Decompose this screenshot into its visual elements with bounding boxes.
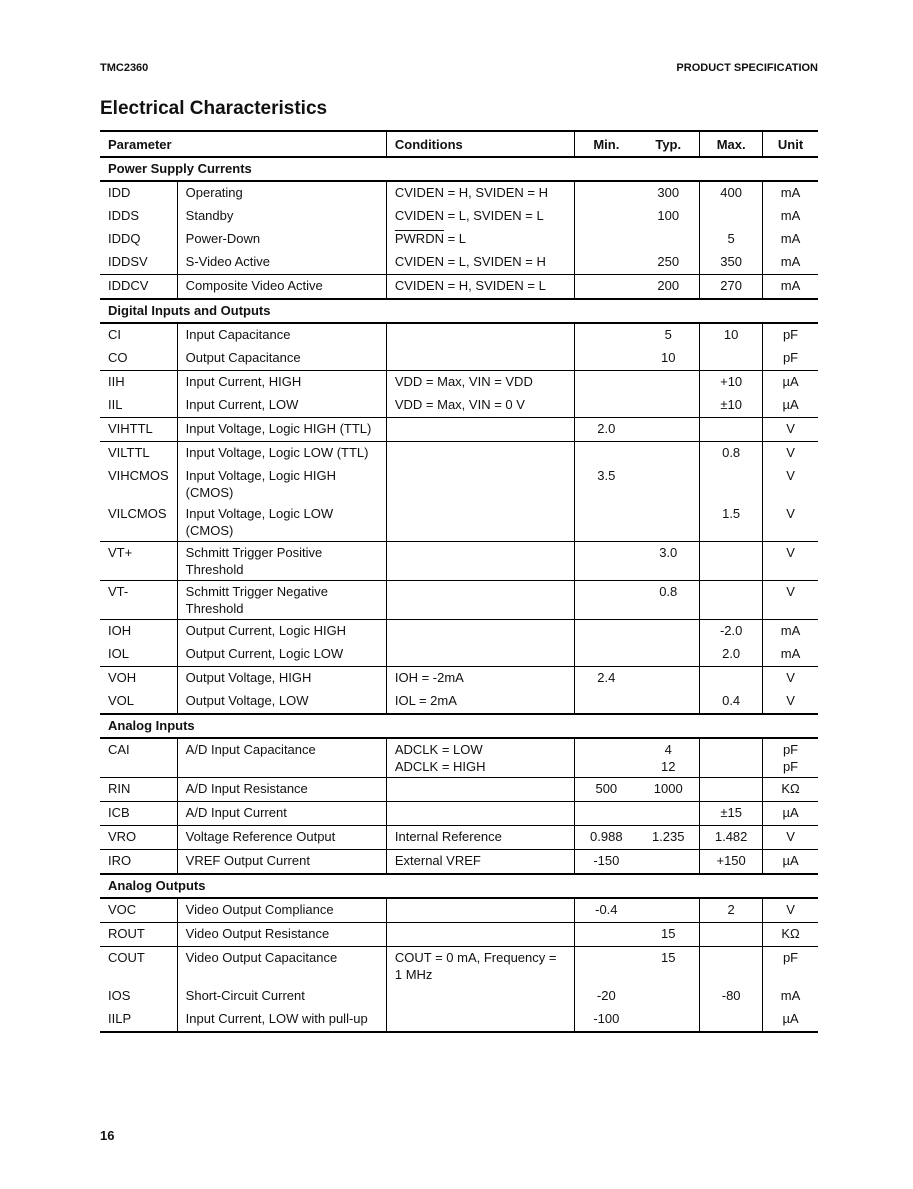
max-cell [700,738,763,778]
table-row [100,181,818,205]
condition-cell: IOL = 2mA [386,690,575,714]
unit-cell: KΩ [763,778,818,802]
condition-cell [386,503,575,542]
condition-cell: COUT = 0 mA, Frequency = 1 MHz [386,947,575,986]
typ-cell [637,985,699,1008]
pwrdn-signal: PWRDN [394,231,444,246]
max-cell: 400 [700,181,763,205]
max-cell: 270 [700,275,763,300]
parameter-cell: Composite Video Active [177,275,386,300]
condition-cell [386,442,575,466]
table-row [100,690,818,714]
parameter-cell: Operating [177,181,386,205]
parameter-cell: Input Voltage, Logic HIGH (TTL) [177,418,386,442]
max-cell: ±15 [700,802,763,826]
typ-line: 12 [661,759,676,774]
typ-cell: 15 [637,923,699,947]
electrical-characteristics-table [100,130,818,1033]
table-row [100,850,818,875]
typ-line: 4 [664,742,672,757]
parameter-cell: Power-Down [177,228,386,251]
max-cell: 350 [700,251,763,275]
min-cell [575,394,637,418]
condition-line: ADCLK = HIGH [394,759,486,774]
min-cell [575,542,637,581]
condition-cell: CVIDEN = H, SVIDEN = L [386,275,575,300]
unit-cell: µA [763,1008,818,1032]
table-row [100,371,818,395]
min-cell: -100 [575,1008,637,1032]
section-analog-outputs: Analog Outputs [100,874,818,898]
max-cell: 2 [700,898,763,923]
condition-text: = L [443,231,467,246]
max-cell [700,581,763,620]
condition-cell [386,643,575,667]
condition-cell [386,802,575,826]
symbol-cell: CO [100,347,177,371]
unit-cell: mA [763,985,818,1008]
condition-cell: VDD = Max, VIN = 0 V [386,394,575,418]
table-header-row [100,131,818,157]
parameter-cell: S-Video Active [177,251,386,275]
max-cell: +150 [700,850,763,875]
typ-cell [637,228,699,251]
table-row [100,898,818,923]
unit-cell: V [763,465,818,503]
typ-cell [637,1008,699,1032]
typ-cell: 3.0 [637,542,699,581]
table-row [100,542,818,581]
table-row [100,228,818,251]
table-row [100,643,818,667]
symbol-cell: IDD [108,185,131,200]
unit-cell: V [763,898,818,923]
symbol-cell: VIHTTL [100,418,177,442]
parameter-cell: Output Voltage, LOW [177,690,386,714]
column-header-max: Max. [700,131,763,157]
max-cell [700,947,763,986]
unit-cell: mA [763,181,818,205]
max-cell [700,667,763,691]
condition-cell [386,418,575,442]
typ-cell: 200 [657,278,680,293]
condition-cell: CVIDEN = L, SVIDEN = H [386,251,575,275]
min-cell [575,947,637,986]
typ-cell: 100 [657,208,680,223]
typ-cell [637,620,699,644]
condition-cell: CVIDEN = L, SVIDEN = L [386,205,575,228]
unit-cell: µA [763,850,818,875]
condition-cell [386,542,575,581]
symbol-cell: CI [108,327,121,342]
symbol-cell: IILP [100,1008,177,1032]
typ-cell [637,898,699,923]
section-row [100,874,818,898]
condition-cell [386,228,575,251]
symbol-cell: IOH [108,623,132,638]
max-cell [700,1008,763,1032]
typ-cell [637,465,699,503]
unit-cell: V [763,690,818,714]
max-cell: 0.4 [700,690,763,714]
typ-cell: 250 [637,251,699,275]
symbol-cell: VIHCMOS [108,468,169,483]
parameter-cell: Input Voltage, Logic LOW (TTL) [177,442,386,466]
min-cell [575,323,637,347]
min-cell: 2.4 [575,667,637,691]
min-cell: -150 [575,850,637,875]
symbol-cell: IOS [108,988,131,1003]
typ-cell [637,442,699,466]
typ-cell [637,690,699,714]
parameter-cell: Short-Circuit Current [177,985,386,1008]
typ-cell: 300 [657,185,680,200]
symbol-cell: CAI [100,738,177,778]
max-cell: 2.0 [700,643,763,667]
condition-cell: CVIDEN = H, SVIDEN = H [386,181,575,205]
parameter-cell: Video Output Resistance [177,923,386,947]
parameter-cell: Input Current, LOW with pull-up [177,1008,386,1032]
table-row [100,251,818,275]
min-cell [575,581,637,620]
unit-cell: pF [763,323,818,347]
symbol-cell: IDDCV [108,278,149,293]
unit-cell: V [763,418,818,442]
max-cell [700,778,763,802]
symbol-cell: IIH [108,374,125,389]
parameter-cell: Input Current, LOW [177,394,386,418]
section-digital-io: Digital Inputs and Outputs [100,299,818,323]
unit-cell: mA [763,251,818,275]
unit-cell: µA [763,371,818,395]
unit-cell: V [763,667,818,691]
condition-line: ADCLK = LOW [394,742,483,757]
condition-cell: IOH = -2mA [386,667,575,691]
parameter-cell: Schmitt Trigger Negative Threshold [177,581,386,620]
table-row [100,620,818,644]
symbol-cell: VILCMOS [100,503,177,542]
min-cell: -0.4 [575,898,637,923]
table-row [100,347,818,371]
unit-cell: µA [763,394,818,418]
symbol-cell: VT- [100,581,177,620]
max-cell: 1.482 [700,826,763,850]
column-header-min: Min. [575,131,637,157]
column-header-unit: Unit [763,131,818,157]
condition-cell: VDD = Max, VIN = VDD [386,371,575,395]
table-row [100,503,818,542]
unit-cell: V [763,442,818,466]
symbol-cell: ROUT [100,923,177,947]
condition-cell: External VREF [386,850,575,875]
condition-cell [386,923,575,947]
typ-cell: 5 [664,327,672,342]
typ-cell [637,371,699,395]
parameter-cell: Output Current, Logic LOW [177,643,386,667]
min-cell [575,620,637,644]
column-header-typ: Typ. [637,131,699,157]
parameter-cell: Voltage Reference Output [177,826,386,850]
max-cell [700,542,763,581]
condition-cell [386,465,575,503]
table-row [100,1008,818,1032]
typ-cell: 1.235 [637,826,699,850]
section-row [100,714,818,738]
unit-cell: V [763,581,818,620]
condition-cell [386,620,575,644]
page-title: Electrical Characteristics [100,98,328,119]
parameter-cell: Schmitt Trigger Positive Threshold [177,542,386,581]
typ-cell: 10 [637,347,699,371]
section-power-supply: Power Supply Currents [100,157,818,181]
min-cell [575,643,637,667]
min-cell [575,347,637,371]
unit-cell: mA [763,205,818,228]
section-analog-inputs: Analog Inputs [100,714,818,738]
typ-cell: 0.8 [637,581,699,620]
min-cell [575,371,637,395]
condition-cell [386,898,575,923]
typ-cell [637,643,699,667]
min-cell [575,923,637,947]
symbol-cell: VOL [108,693,135,708]
min-cell: 3.5 [575,465,637,503]
min-cell: 2.0 [575,418,637,442]
symbol-cell: IDDQ [108,231,141,246]
symbol-cell: IIL [100,394,177,418]
page-number: 16 [100,1128,115,1143]
max-cell: 5 [700,228,763,251]
parameter-cell: A/D Input Resistance [177,778,386,802]
unit-cell: KΩ [763,923,818,947]
table-row [100,275,818,300]
min-cell [575,251,637,275]
typ-cell [637,667,699,691]
symbol-cell: IDDS [108,208,140,223]
max-cell [700,923,763,947]
condition-cell [386,581,575,620]
unit-cell: V [763,503,818,542]
unit-line: pF [782,759,799,774]
condition-cell [386,738,575,778]
typ-cell [637,394,699,418]
symbol-cell: IDDSV [100,251,177,275]
min-cell [575,442,637,466]
table-row [100,418,818,442]
max-cell [700,205,763,228]
condition-cell: Internal Reference [386,826,575,850]
unit-line: pF [782,742,799,757]
min-cell: -20 [575,985,637,1008]
condition-cell [386,347,575,371]
condition-cell [386,985,575,1008]
max-cell: 1.5 [700,503,763,542]
min-cell: 500 [575,778,637,802]
min-cell [575,738,637,778]
max-cell: -80 [700,985,763,1008]
min-cell [575,181,637,205]
table-row [100,323,818,347]
unit-cell: mA [763,228,818,251]
unit-cell: mA [763,620,818,644]
table-row [100,581,818,620]
table-row [100,923,818,947]
parameter-cell: Input Current, HIGH [177,371,386,395]
unit-cell: pF [763,347,818,371]
symbol-cell: VOC [100,898,177,923]
column-header-parameter: Parameter [100,131,386,157]
table-row [100,985,818,1008]
unit-cell [763,738,818,778]
part-number: TMC2360 [100,62,149,74]
table-row [100,826,818,850]
typ-cell [637,503,699,542]
symbol-cell: RIN [100,778,177,802]
parameter-cell: VREF Output Current [177,850,386,875]
max-cell [700,465,763,503]
symbol-cell: VRO [100,826,177,850]
unit-cell: V [763,826,818,850]
unit-cell: mA [763,643,818,667]
condition-cell [386,778,575,802]
parameter-cell: Input Voltage, Logic HIGH (CMOS) [177,465,386,503]
typ-cell: 15 [661,950,676,965]
typ-cell [637,850,699,875]
table-row [100,465,818,503]
column-header-conditions: Conditions [386,131,575,157]
unit-cell: pF [763,947,818,986]
symbol-cell: VILTTL [108,445,150,460]
section-row [100,299,818,323]
max-cell: ±10 [700,394,763,418]
min-cell [575,275,637,300]
min-cell [575,228,637,251]
condition-cell [386,323,575,347]
condition-cell [386,1008,575,1032]
table-row [100,442,818,466]
parameter-cell: Output Current, Logic HIGH [177,620,386,644]
min-cell [575,503,637,542]
parameter-cell: Standby [177,205,386,228]
unit-cell: µA [763,802,818,826]
parameter-cell: Input Capacitance [177,323,386,347]
min-cell [575,205,637,228]
typ-cell [637,802,699,826]
table-row [100,738,818,778]
unit-cell: V [763,542,818,581]
parameter-cell: Output Voltage, HIGH [177,667,386,691]
table-row [100,667,818,691]
symbol-cell: COUT [108,950,145,965]
min-cell [575,690,637,714]
max-cell [700,347,763,371]
table-row [100,778,818,802]
max-cell: -2.0 [700,620,763,644]
max-cell: 0.8 [700,442,763,466]
document-type: PRODUCT SPECIFICATION [676,62,818,74]
symbol-cell: VOH [108,670,137,685]
parameter-cell: Video Output Compliance [177,898,386,923]
symbol-cell: IRO [108,853,132,868]
table-row [100,947,818,986]
min-cell [575,802,637,826]
parameter-cell: A/D Input Capacitance [177,738,386,778]
table-row [100,205,818,228]
typ-cell [637,418,699,442]
unit-cell: mA [763,275,818,300]
symbol-cell: IOL [100,643,177,667]
parameter-cell: Output Capacitance [177,347,386,371]
parameter-cell: Input Voltage, Logic LOW (CMOS) [177,503,386,542]
typ-cell [637,738,699,778]
max-cell [700,418,763,442]
table-row [100,802,818,826]
symbol-cell: VT+ [100,542,177,581]
max-cell: +10 [700,371,763,395]
table-row [100,394,818,418]
max-cell: 10 [700,323,763,347]
section-row [100,157,818,181]
parameter-cell: A/D Input Current [177,802,386,826]
min-cell: 0.988 [575,826,637,850]
typ-cell: 1000 [637,778,699,802]
parameter-cell: Video Output Capacitance [177,947,386,986]
symbol-cell: ICB [100,802,177,826]
